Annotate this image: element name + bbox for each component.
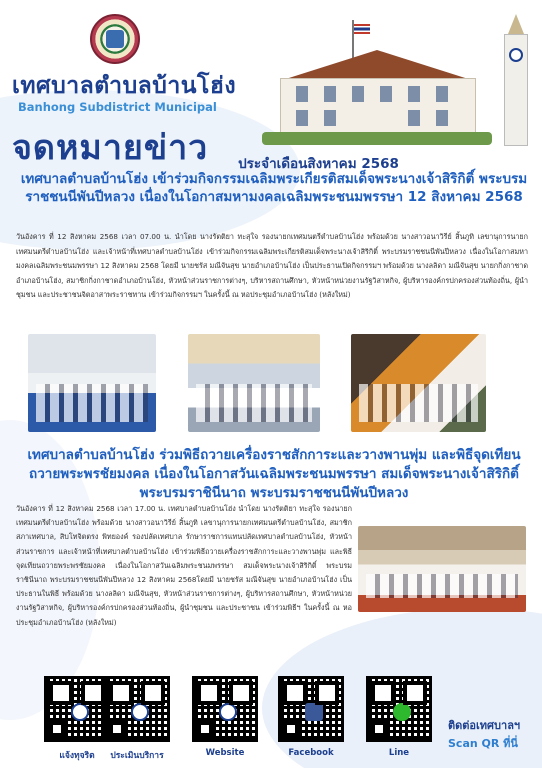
contact-scan-hint: Scan QR ที่นี่ [448, 737, 518, 750]
clock-icon [509, 48, 523, 62]
ceremony-photo [358, 526, 526, 612]
qr-code-icon [44, 676, 110, 742]
qr-label: แจ้งทุจริต [59, 751, 95, 761]
qr-label: Website [205, 748, 245, 758]
qr-label: Line [388, 748, 410, 758]
qr-label: ประเมินบริการ [110, 751, 164, 761]
qr-code-icon [192, 676, 258, 742]
qr-service-evaluation[interactable] [104, 676, 170, 762]
thai-flag-icon [354, 24, 370, 34]
org-name-thai: เทศบาลตำบลบ้านโฮ่ง [12, 73, 237, 99]
qr-code-icon [104, 676, 170, 742]
qr-label: Facebook [288, 748, 334, 758]
news1-photos [28, 334, 518, 432]
newsletter-title: จดหมายข่าว [12, 128, 209, 168]
event-photo [351, 334, 486, 432]
qr-facebook[interactable] [278, 676, 344, 758]
news1-headline: เทศบาลตำบลบ้านโฮ่ง เข้าร่วมกิจกรรมเฉลิมพระเกียรติสมเด็จพระนางเจ้าสิริกิติ์ พระบรมราชชนนีพันปีหลวง เนื่องในโอกาสมหามงคลเฉลิมพระชนมพรรษา 12 สิงหาคม 2568 [20, 171, 528, 205]
qr-line[interactable] [366, 676, 432, 758]
news2-headline: เทศบาลตำบลบ้านโฮ่ง ร่วมพิธีถวายเครื่องราชสักการะและวางพานพุ่ม และพิธีจุดเทียนถวายพระพรชัยมงคล เนื่องในโอกาสวันเฉลิมพระชนมพรรษา สมเด็จพระนางเจ้าสิริกิติ์ พระบรมราชินีนาถ พระบรมราชชนนีพันปีหลวง [27, 447, 521, 501]
qr-report-corruption[interactable] [44, 676, 110, 762]
event-photo [28, 334, 156, 432]
municipal-building-image [262, 20, 492, 145]
news2-body: วันอังคาร ที่ 12 สิงหาคม 2568 เวลา 17.00 น. เทศบาลตำบลบ้านโฮ่ง นำโดย นางรัตติยา ทะสุใจ รองนายกเทศมนตรีตำบลบ้านโฮ่ง พร้อมด้วย นางสาวอนาวิรีย์ สิ้นภูทิ เลขานุการนายกเทศมนตรีตำบลบ้านโฮ่ง, สมาชิกสภาเทศบาล, สิบโทจิตตรง พิทยองค์ รองปลัดเทศบาล รักษาราชการแทนปลัดเทศบาลตำบลบ้านโฮ่ง, หัวหน้าส่วนราชการ และเจ้าหน้าที่เทศบาลตำบลบ้านโฮ่ง เข้าร่วมพิธีถวายเครื่องราชสักการะและวางพานพุ่ม และพิธีจุดเทียนถวายพระพรชัยมงคล เนื่องในโอกาสวันเฉลิมพระชนมพรรษา สมเด็จพระนางเจ้าสิริกิติ์ พระบรมราชินีนาถ พระบรมราชชนนีพันปีหลวง 12 สิงหาคม 2568โดยมี นายชรัส มณีจันสุข นายอำเภอบ้านโฮ่ง เป็นประธานในพิธี พร้อมด้วย นางลลิดา มณีจันสุข, หัวหน้าส่วนราชการต่างๆ, ผู้บริหารสถานศึกษา, หัวหน้าหน่วยงานรัฐวิสาหกิจ, ผู้บริหารองค์กรปกครองส่วนท้องถิ่น, ผู้นำชุมชน และประชาชน เข้าร่วมพิธีฯ ในครั้งนี้ ณ หอประชุมอำเภอบ้านโฮ่ง (หลังใหม่) [16, 504, 352, 627]
clock-tower-image [500, 14, 532, 146]
facebook-icon [278, 676, 344, 742]
event-photo [188, 334, 320, 432]
qr-website[interactable] [192, 676, 258, 758]
news1-body: วันอังคาร ที่ 12 สิงหาคม 2568 เวลา 07.00 น. นำโดย นางรัตติยา ทะสุใจ รองนายกเทศมนตรีตำบลบ้านโฮ่ง พร้อมด้วย นางสาวอนาวิรีย์ สิ้นภูทิ เลขานุการนายกเทศมนตรีตำบลบ้านโฮ่ง และเจ้าหน้าที่เทศบาลตำบลบ้านโฮ่ง เข้าร่วมกิจกรรมเฉลิมพระเกียรติสมเด็จพระนางเจ้าสิริกิติ์ พระบรมราชชนนีพันปีหลวง เนื่องในโอกาสมหามงคลเฉลิมพระชนมพรรษา 12 สิงหาคม 2568 โดยมี นายชรัส มณีจันสุข นายอำเภอบ้านโฮ่ง เป็นประธานเปิดกิจกรรมฯ พร้อมด้วย นางลลิดา มณีจันสุข นายกกิ่งกาชาดอำเภอบ้านโฮ่ง, สมาชิกกิ่งกาชาดอำเภอบ้านโฮ่ง, หัวหน้าส่วนราชการต่างๆ, บริหารสถานศึกษา, หัวหน้าหน่วยงานรัฐวิสาหกิจ, ผู้บริหารองค์กรปกครองส่วนท้องถิ่น, ผู้นำชุมชน และประชาชนจิตอาสาพระราชทาน เข้าร่วมกิจกรรมฯ ในครั้งนี้ ณ หอประชุมอำเภอบ้านโฮ่ง (หลังใหม่) [16, 232, 528, 300]
org-name-english: Banhong Subdistrict Municipal [18, 100, 217, 114]
line-icon [366, 676, 432, 742]
contact-heading: ติดต่อเทศบาลฯ [448, 719, 521, 732]
issue-month: ประจำเดือนสิงหาคม 2568 [238, 156, 399, 172]
municipal-seal-icon [90, 14, 140, 64]
